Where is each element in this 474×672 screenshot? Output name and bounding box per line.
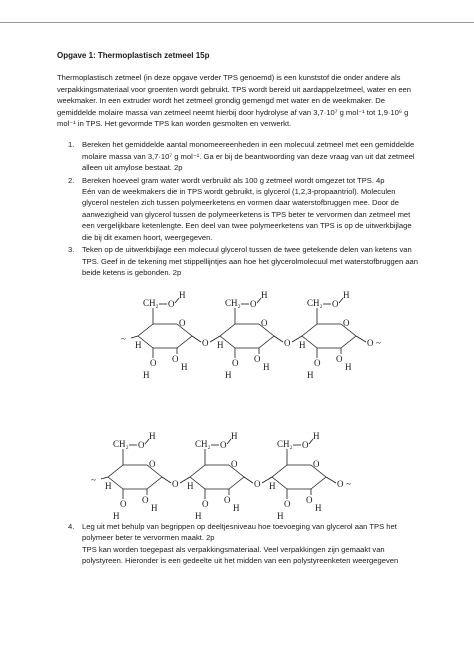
question-1 xyxy=(57,139,422,173)
oxygen-label: O xyxy=(232,358,239,368)
hydrogen-label: H xyxy=(315,503,322,513)
glucose-ring xyxy=(105,431,162,521)
oxygen-label: O xyxy=(202,499,209,509)
glycosidic-oxygen-label: O xyxy=(284,338,291,348)
hydrogen-label: H xyxy=(233,503,240,513)
intro-paragraph: Thermoplastisch zetmeel (in deze opgave verder TPS genoemd) is een kunststof die onder andere als verpakkingsmateriaal voor groenten wordt gebruikt. TPS wordt bereid uit aardappelzetmeel, water en een weekmaker. In een extruder wordt het zetmeel grondig gemengd met water en de weekmaker. De gemiddelde molaire massa van zetmeel neemt hierbij door hydrolyse af van 3,7·10⁷ g mol⁻¹ tot 1,9·10⁶ g mol⁻¹ in TPS. Het gevormde TPS kan worden gesmolten en verwerkt. xyxy=(57,73,412,129)
hydrogen-label: H xyxy=(269,481,276,491)
oxygen-label: O xyxy=(314,358,321,368)
oxygen-label: O xyxy=(336,354,343,364)
hydrogen-label: H xyxy=(225,370,232,380)
ring-oxygen-label: O xyxy=(149,459,156,469)
oxygen-label: O xyxy=(306,495,313,505)
hydrogen-label: H xyxy=(113,511,120,521)
oxygen-label: O xyxy=(172,354,179,364)
oxygen-label: O xyxy=(284,499,291,509)
ring-oxygen-label: O xyxy=(313,459,320,469)
ch2-label: CH₂ xyxy=(225,298,241,308)
ring-oxygen-label: O xyxy=(179,318,186,328)
terminal-oxygen-label: O xyxy=(367,338,374,348)
glycosidic-oxygen-label: O xyxy=(254,479,261,489)
ch2-label: CH₂ xyxy=(277,439,293,449)
hydrogen-label: H xyxy=(105,481,112,491)
polymer-chain-2 xyxy=(0,431,474,532)
question-text: Leg uit met behulp van begrippen op deeltjesniveau hoe toevoeging van glycerol aan TPS het polymeer beter te vervormen maakt. 2p xyxy=(82,522,397,543)
ring-oxygen-label: O xyxy=(343,318,350,328)
question-context: TPS kan worden toegepast als verpakkingsmateriaal. Veel verpakkingen zijn gemaakt van polystyreen. Hieronder is een gedeelte uit het midden van een polystyreenketen weergegeven xyxy=(82,544,399,566)
hydrogen-label: H xyxy=(261,290,268,300)
question-text: Bereken het gemiddelde aantal monomeereenheden in een molecuul zetmeel met een gemiddelde molaire massa van 3,7·10⁷ g mol⁻¹. Ga er bij de beantwoording van deze vraag van uit dat zetmeel alleen uit amylose bestaat. 2p xyxy=(82,140,415,173)
oxygen-label: O xyxy=(250,299,257,309)
hydrogen-label: H xyxy=(195,511,202,521)
glycosidic-oxygen-label: O xyxy=(172,479,179,489)
chain-continuation-dots: ~ xyxy=(346,479,351,489)
question-number: 3. xyxy=(68,245,75,255)
ch2-label: CH₂ xyxy=(113,439,129,449)
question-4 xyxy=(57,521,422,567)
ch2-label: CH₂ xyxy=(143,298,159,308)
glycosidic-oxygen-label: O xyxy=(202,338,209,348)
exercise-title: Opgave 1: Thermoplastisch zetmeel 15p xyxy=(57,51,210,60)
question-2 xyxy=(57,175,422,243)
hydrogen-label: H xyxy=(343,290,350,300)
chain-continuation-dots: ~ xyxy=(121,334,126,344)
oxygen-label: O xyxy=(138,440,145,450)
glucose-ring xyxy=(269,431,326,521)
question-context: Eén van de weekmakers die in TPS wordt gebruikt, is glycerol (1,2,3-propaantriol). Moleculen glycerol nestelen zich tussen polymeerketens en vormen daar waterstofbruggen mee. Door de aanwezigheid van glycerol tussen de polymeerketens is TPS beter te vervormen dan zetmeel met een vergelijkbare ketenlengte. Een deel van twee polymeerketens van TPS is op de uitwerkbijlage die bij dit examen hoort, weergegeven. xyxy=(82,187,412,242)
hydrogen-label: H xyxy=(181,362,188,372)
ring-oxygen-label: O xyxy=(261,318,268,328)
ch2-label: CH₂ xyxy=(195,439,211,449)
hydrogen-label: H xyxy=(313,431,320,441)
document-page xyxy=(57,50,422,278)
question-number: 4. xyxy=(68,522,75,531)
question-number: 1. xyxy=(68,140,75,150)
hydrogen-label: H xyxy=(277,511,284,521)
hydrogen-label: H xyxy=(231,431,238,441)
hydrogen-label: H xyxy=(179,290,186,300)
chain-continuation-dots: ~ xyxy=(91,475,96,485)
oxygen-label: O xyxy=(220,440,227,450)
oxygen-label: O xyxy=(168,299,175,309)
hydrogen-label: H xyxy=(217,340,224,350)
oxygen-label: O xyxy=(142,495,149,505)
question-3 xyxy=(57,244,422,278)
chain-continuation-dots: ~ xyxy=(376,338,381,348)
header-rule xyxy=(0,22,474,23)
hydrogen-label: H xyxy=(143,370,150,380)
ch2-label: CH₂ xyxy=(307,298,323,308)
oxygen-label: O xyxy=(302,440,309,450)
hydrogen-label: H xyxy=(299,340,306,350)
oxygen-label: O xyxy=(150,358,157,368)
glucose-ring xyxy=(299,290,356,380)
glucose-ring xyxy=(135,290,192,380)
hydrogen-label: H xyxy=(151,503,158,513)
hydrogen-label: H xyxy=(345,362,352,372)
hydrogen-label: H xyxy=(187,481,194,491)
hydrogen-label: H xyxy=(263,362,270,372)
glucose-ring xyxy=(217,290,274,380)
document-page-lower xyxy=(57,521,422,567)
hydrogen-label: H xyxy=(149,431,156,441)
polymer-chain-1 xyxy=(0,290,474,391)
oxygen-label: O xyxy=(224,495,231,505)
hydrogen-label: H xyxy=(135,340,142,350)
hydrogen-label: H xyxy=(307,370,314,380)
ring-oxygen-label: O xyxy=(231,459,238,469)
glucose-ring xyxy=(187,431,244,521)
question-number: 2. xyxy=(68,175,75,185)
question-text: Bereken hoeveel gram water wordt verbruikt als 100 g zetmeel wordt omgezet tot TPS. 4p xyxy=(82,175,385,185)
oxygen-label: O xyxy=(120,499,127,509)
terminal-oxygen-label: O xyxy=(337,479,344,489)
question-text: Teken op de uitwerkbijlage een molecuul glycerol tussen de twee getekende delen van ketens van TPS. Geef in de tekening met stippellijntjes aan hoe het glycerolmolecuul met waterstofbruggen aan beide ketens is gebonden. 2p xyxy=(82,245,419,277)
oxygen-label: O xyxy=(254,354,261,364)
oxygen-label: O xyxy=(332,299,339,309)
